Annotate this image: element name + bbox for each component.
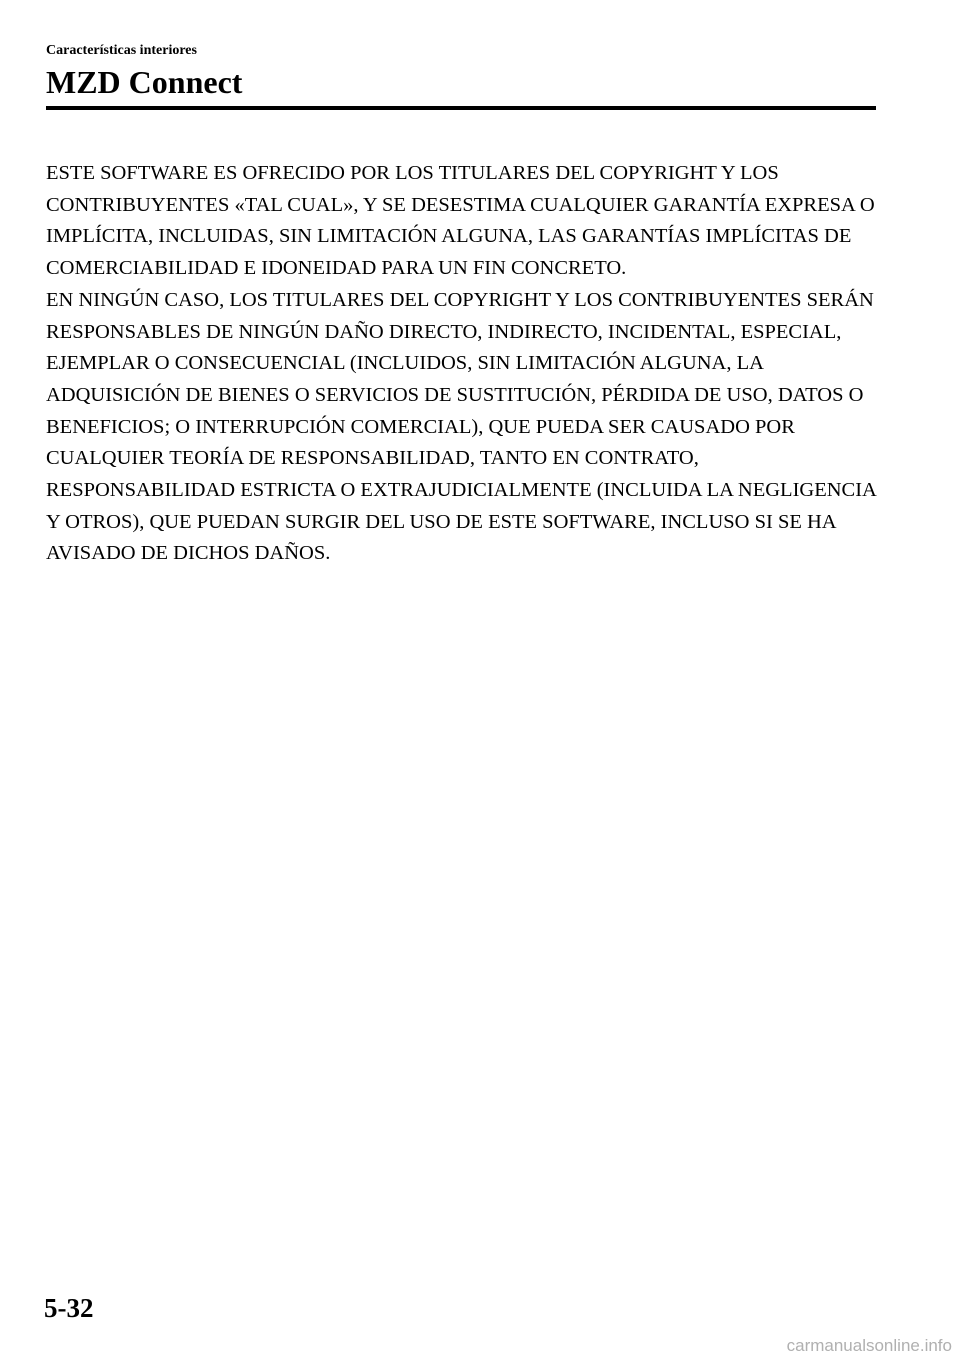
page-number: 5-32 (44, 1293, 94, 1323)
license-text (46, 158, 886, 570)
header-divider (46, 106, 876, 110)
page-header (46, 42, 876, 102)
watermark: carmanualsonline.info (786, 1336, 952, 1355)
section-label: Características interiores (46, 43, 197, 58)
liability-limitation-paragraph: EN NINGÚN CASO, LOS TITULARES DEL COPYRIGHT Y LOS CONTRIBUYENTES SERÁN RESPONSABLES DE NINGÚN DAÑO DIRECTO, INDIRECTO, INCIDENTAL, ESPECIAL, EJEMPLAR O CONSECUENCIAL (INCLUIDOS, SIN LIMITACIÓN ALGUNA, LA ADQUISICIÓN DE BIENES O SERVICIOS DE SUSTITUCIÓN, PÉRDIDA DE USO, DATOS O BENEFICIOS; O INTERRUPCIÓN COMERCIAL), QUE PUEDA SER CAUSADO POR CUALQUIER TEORÍA DE RESPONSABILIDAD, TANTO EN CONTRATO, RESPONSABILIDAD ESTRICTA O EXTRAJUDICIALMENTE (INCLUIDA LA NEGLIGENCIA Y OTROS), QUE PUEDAN SURGIR DEL USO DE ESTE SOFTWARE, INCLUSO SI SE HA AVISADO DE DICHOS DAÑOS. (46, 288, 876, 565)
chapter-title: MZD Connect (46, 64, 243, 100)
warranty-disclaimer-paragraph: ESTE SOFTWARE ES OFRECIDO POR LOS TITULARES DEL COPYRIGHT Y LOS CONTRIBUYENTES «TAL CUAL», Y SE DESESTIMA CUALQUIER GARANTÍA EXPRESA O IMPLÍCITA, INCLUIDAS, SIN LIMITACIÓN ALGUNA, LAS GARANTÍAS IMPLÍCITAS DE COMERCIABILIDAD E IDONEIDAD PARA UN FIN CONCRETO. (46, 162, 875, 280)
